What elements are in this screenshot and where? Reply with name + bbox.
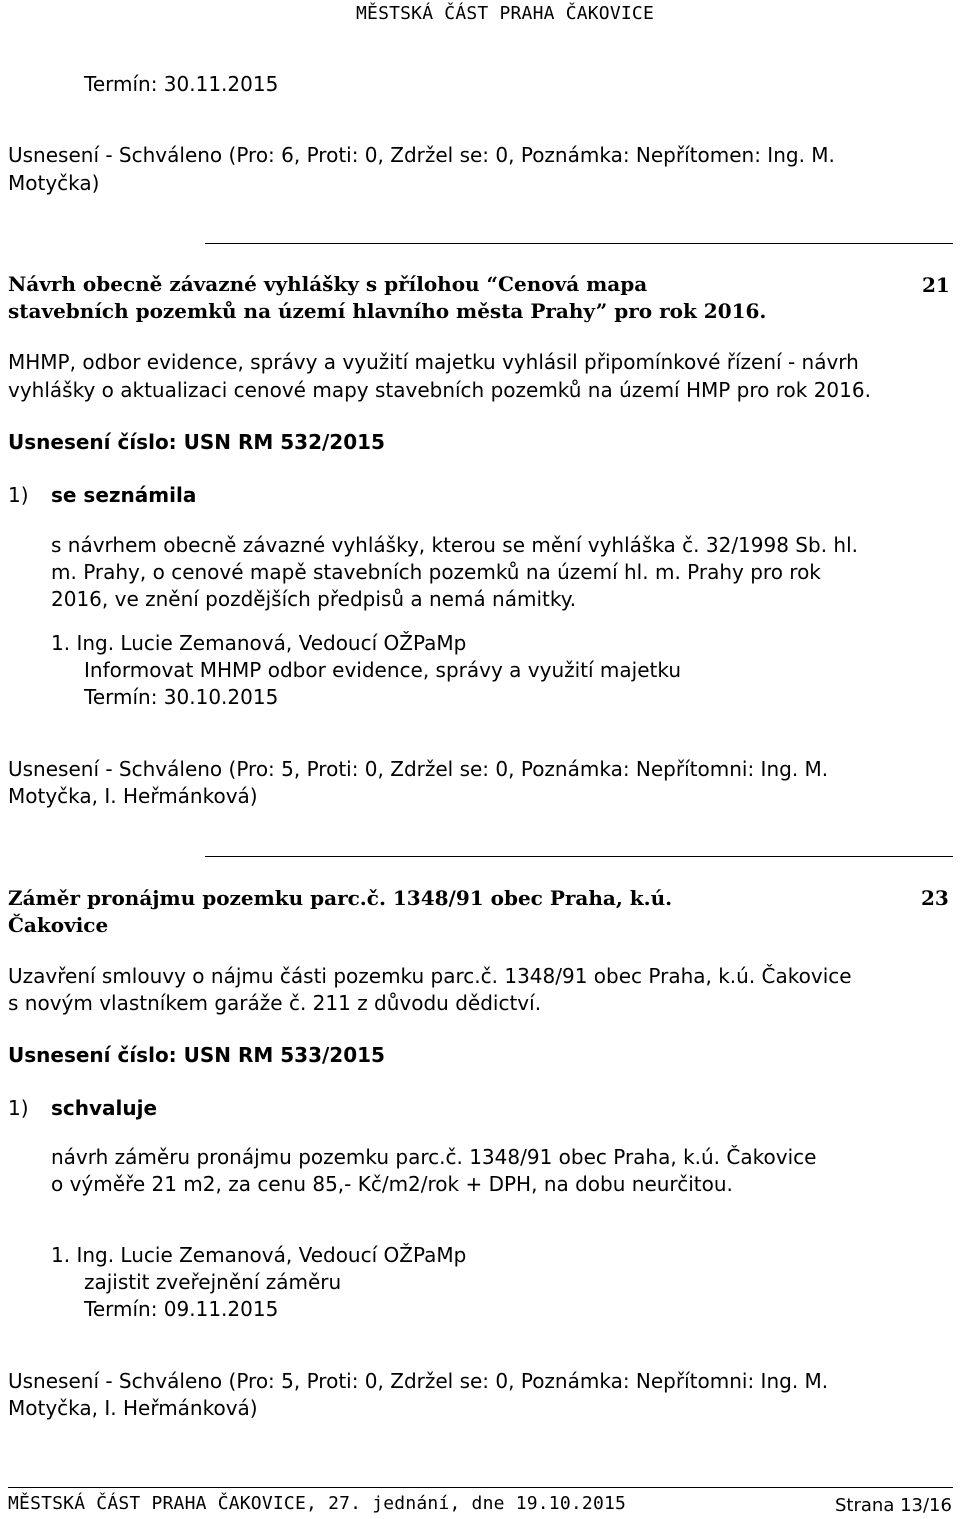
divider-2 (205, 856, 953, 857)
item21-title-line-1: Návrh obecně závazné vyhlášky s přílohou “Cenová mapa (8, 272, 648, 296)
item23-resolution-number: Usnesení číslo: USN RM 533/2015 (8, 1043, 385, 1067)
item23-vote-line-1: Usnesení - Schváleno (Pro: 5, Proti: 0, Zdržel se: 0, Poznámka: Nepřítomni: Ing. M. (8, 1369, 829, 1393)
footer-rule (8, 1487, 953, 1488)
item21-resolution-number: Usnesení číslo: USN RM 532/2015 (8, 430, 385, 454)
item23-vote-line-2: Motyčka, I. Heřmánková) (8, 1396, 258, 1420)
item21-point-line-1: s návrhem obecně závazné vyhlášky, kterou se mění vyhláška č. 32/1998 Sb. hl. (51, 533, 859, 557)
item23-number: 23 (921, 886, 949, 910)
item21-desc-line-1: MHMP, odbor evidence, správy a využití majetku vyhlásil připomínkové řízení - návrh (8, 350, 859, 374)
item21-point-label: se seznámila (51, 483, 197, 507)
item21-title-line-2: stavebních pozemků na území hlavního města Prahy” pro rok 2016. (8, 299, 767, 323)
page-header-title: MĚSTSKÁ ČÁST PRAHA ČAKOVICE (356, 3, 654, 24)
item21-task-line-1: 1. Ing. Lucie Zemanová, Vedoucí OŽPaMp (51, 631, 467, 655)
item21-desc-line-2: vyhlášky o aktualizaci cenové mapy stavebních pozemků na území HMP pro rok 2016. (8, 378, 871, 402)
prev-deadline: Termín: 30.11.2015 (84, 72, 279, 96)
item23-task-line-1: 1. Ing. Lucie Zemanová, Vedoucí OŽPaMp (51, 1243, 467, 1267)
footer-page-number: Strana 13/16 (835, 1495, 952, 1516)
item23-point-line-2: o výměře 21 m2, za cenu 85,- Kč/m2/rok + DPH, na dobu neurčitou. (51, 1172, 733, 1196)
item23-point-label: schvaluje (51, 1096, 158, 1120)
item21-number: 21 (922, 273, 950, 297)
item23-task-line-2: zajistit zveřejnění záměru (84, 1270, 342, 1294)
prev-vote-line-2: Motyčka) (8, 171, 100, 195)
item21-task-line-3: Termín: 30.10.2015 (84, 685, 279, 709)
item23-title-line-2: Čakovice (8, 913, 109, 937)
prev-vote-line-1: Usnesení - Schváleno (Pro: 6, Proti: 0, Zdržel se: 0, Poznámka: Nepřítomen: Ing. M. (8, 143, 835, 167)
item21-point-number: 1) (8, 483, 29, 507)
item23-point-line-1: návrh záměru pronájmu pozemku parc.č. 1348/91 obec Praha, k.ú. Čakovice (51, 1145, 817, 1169)
item21-point-line-3: 2016, ve znění pozdějších předpisů a nemá námitky. (51, 587, 577, 611)
item21-vote-line-1: Usnesení - Schváleno (Pro: 5, Proti: 0, Zdržel se: 0, Poznámka: Nepřítomni: Ing. M. (8, 757, 829, 781)
item21-point-line-2: m. Prahy, o cenové mapě stavebních pozemků na území hl. m. Prahy pro rok (51, 560, 821, 584)
item23-desc-line-1: Uzavření smlouvy o nájmu části pozemku parc.č. 1348/91 obec Praha, k.ú. Čakovice (8, 964, 852, 988)
item23-point-number: 1) (8, 1096, 29, 1120)
item21-vote-line-2: Motyčka, I. Heřmánková) (8, 784, 258, 808)
item23-task-line-3: Termín: 09.11.2015 (84, 1297, 279, 1321)
item23-title-line-1: Záměr pronájmu pozemku parc.č. 1348/91 obec Praha, k.ú. (8, 886, 673, 910)
item21-task-line-2: Informovat MHMP odbor evidence, správy a využití majetku (84, 658, 682, 682)
footer-left-text: MĚSTSKÁ ČÁST PRAHA ČAKOVICE, 27. jednání, dne 19.10.2015 (8, 1493, 627, 1514)
item23-desc-line-2: s novým vlastníkem garáže č. 211 z důvodu dědictví. (8, 991, 542, 1015)
divider-1 (205, 243, 953, 244)
